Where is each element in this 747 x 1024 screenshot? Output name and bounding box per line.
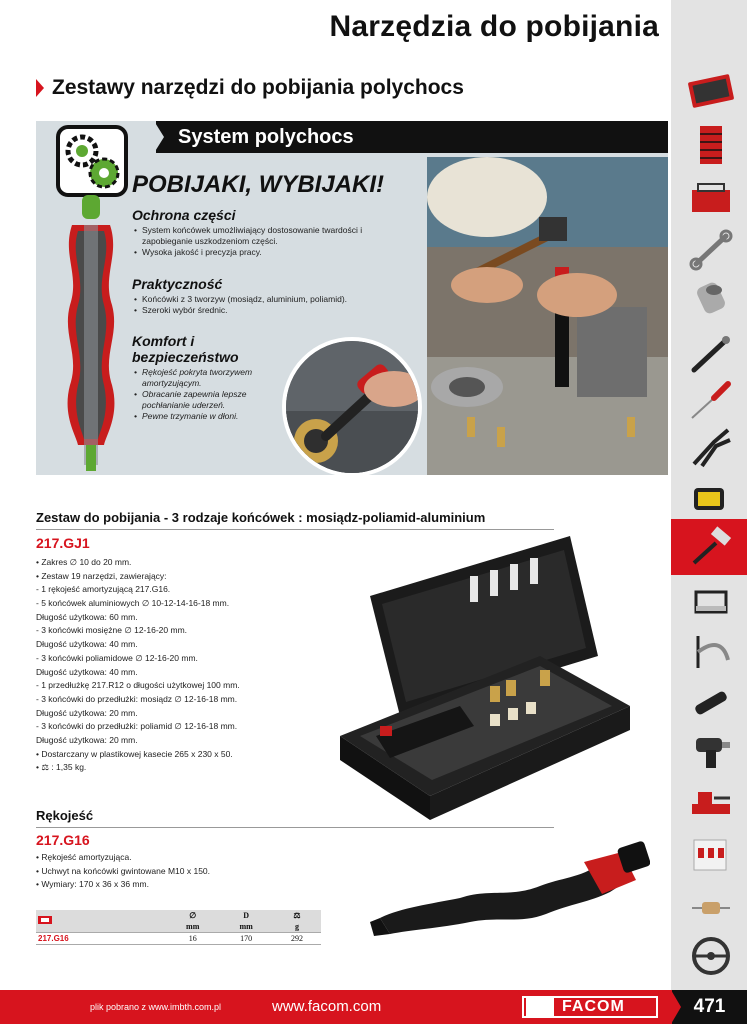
page-title: Narzędzia do pobijania	[329, 10, 659, 43]
hacksaw-icon	[684, 582, 738, 626]
spec-line: Długość użytkowa: 40 mm.	[36, 639, 138, 650]
brand-name: FACOM	[562, 998, 625, 1015]
pneumatic-tool-icon	[684, 680, 738, 724]
spec-line: • Dostarczany w plastikowej kasecie 265 x 230 x 50.	[36, 748, 233, 759]
spec-line: • Zakres ∅ 10 do 20 mm.	[36, 557, 132, 567]
spec-line: • ⚖ : 1,35 kg.	[36, 762, 87, 773]
sidebar-item-vise[interactable]	[671, 774, 747, 830]
sidebar-item-tape-measure[interactable]	[671, 468, 747, 524]
product2-title: Rękojeść	[36, 808, 554, 828]
spec-line: • Zestaw 19 narzędzi, zawierający:	[36, 570, 167, 581]
spec-line: Długość użytkowa: 20 mm.	[36, 734, 138, 745]
workshop-photo	[427, 157, 668, 475]
length-unit: mm	[239, 922, 253, 931]
product1-ref[interactable]: 217.GJ1	[36, 535, 90, 551]
sidebar-item-toolbox[interactable]	[671, 168, 747, 224]
feature-title: Praktyczność	[132, 276, 223, 292]
electrical-icon	[684, 832, 738, 876]
electronics-icon	[684, 886, 738, 930]
spec-line: • Rękojeść amortyzująca.	[36, 852, 132, 862]
download-note: plik pobrano z www.imbth.com.pl	[90, 1002, 222, 1012]
sidebar-item-socket[interactable]	[671, 270, 747, 326]
facom-mini-logo-icon	[38, 916, 52, 924]
sidebar-item-steering-wheel[interactable]	[671, 928, 747, 984]
feature-protection	[132, 207, 372, 258]
section-title: Zestawy narzędzi do pobijania polychocs	[52, 76, 464, 99]
banner-bar-title: System polychocs	[178, 126, 354, 148]
wrench-icon	[684, 228, 738, 272]
feature-bullet: • System końcówek umożliwiający dostosowanie twardości i zapobieganie uszkodzeniom części.	[132, 225, 372, 247]
row-diameter: 16	[166, 933, 219, 945]
spec-line: - 3 końcówki poliamidowe ∅ 12-16-20 mm.	[36, 652, 198, 663]
feature-practicality	[132, 276, 347, 316]
diameter-unit: mm	[186, 922, 200, 931]
row-length: 170	[219, 933, 272, 945]
product2-spec-table	[36, 910, 321, 945]
sidebar-item-tool-chest[interactable]	[671, 118, 747, 174]
product1-title: Zestaw do pobijania - 3 rodzaje końcówek : mosiądz-poliamid-aluminium	[36, 510, 554, 530]
tool-case-icon	[684, 68, 738, 112]
spec-line: - 1 rękojeść amortyzującą 217.G16.	[36, 584, 171, 595]
row-ref[interactable]: 217.G16	[36, 933, 166, 945]
facom-logo	[522, 996, 658, 1018]
spec-line: • Uchwyt na końcówki gwintowane M10 x 150.	[36, 865, 211, 876]
spec-line: Długość użytkowa: 60 mm.	[36, 611, 138, 622]
row-weight: 292	[273, 933, 321, 945]
facom-mark-icon	[526, 998, 554, 1016]
feature-bullet: • Obracanie zapewnia lepsze pochłanianie uderzeń.	[132, 389, 282, 411]
feature-bullet: • Pewne trzymanie w dłoni.	[132, 411, 282, 422]
feature-title: Komfort i bezpieczeństwo	[132, 333, 239, 365]
product1-specs	[36, 556, 240, 775]
weight-unit: g	[294, 922, 299, 931]
screwdriver-icon	[684, 378, 738, 422]
diameter-header: ∅	[189, 911, 197, 920]
feature-bullet: • Szeroki wybór średnic.	[132, 305, 347, 316]
feature-title: Ochrona części	[132, 207, 236, 223]
gear-logo-icon	[56, 125, 128, 197]
section-heading	[36, 76, 464, 100]
feature-bullet: • Końcówki z 3 tworzyw (mosiądz, aluminium, poliamid).	[132, 294, 347, 305]
spec-line: • Wymiary: 170 x 36 x 36 mm.	[36, 879, 149, 890]
banner-headline: POBIJAKI, WYBIJAKI!	[132, 171, 385, 198]
tool-chest-icon	[684, 124, 738, 168]
spec-line: - 1 przedłużkę 217.R12 o długości użytkowej 100 mm.	[36, 680, 240, 691]
steering-wheel-icon	[684, 934, 738, 978]
page-number	[672, 990, 747, 1024]
product2-ref[interactable]: 217.G16	[36, 832, 90, 848]
page-number-text: 471	[693, 996, 726, 1017]
hammer-icon	[684, 525, 738, 569]
spec-line: - 3 końcówki do przedłużki: mosiądz ∅ 12-16-18 mm.	[36, 693, 238, 704]
tape-measure-icon	[684, 474, 738, 518]
toolbox-icon	[684, 174, 738, 218]
banner-title-bar	[156, 121, 668, 153]
shock-absorbing-handle-photo	[370, 838, 650, 938]
length-header: D	[243, 911, 250, 920]
socket-icon	[684, 276, 738, 320]
sidebar-item-electrical[interactable]	[671, 826, 747, 882]
feature-bullet: • Rękojeść pokryta tworzywem amortyzującym.	[132, 367, 282, 389]
page-footer	[0, 990, 747, 1024]
sidebar-item-puller[interactable]	[671, 624, 747, 680]
sidebar-item-hammer[interactable]	[671, 519, 747, 575]
pliers-icon	[684, 424, 738, 468]
spec-line: - 5 końcówek aluminiowych ∅ 10-12-14-16-18 mm.	[36, 598, 230, 609]
polychocs-handle-illustration	[64, 195, 118, 475]
website-link[interactable]: www.facom.com	[272, 998, 382, 1015]
category-sidebar	[668, 0, 747, 990]
spec-line: Długość użytkowa: 20 mm.	[36, 707, 138, 718]
impact-wrench-icon	[684, 730, 738, 774]
table-row	[36, 933, 321, 945]
product2-specs	[36, 851, 210, 892]
feature-comfort	[132, 333, 282, 422]
spec-line: Długość użytkowa: 40 mm.	[36, 666, 138, 677]
sidebar-item-tool-case[interactable]	[671, 62, 747, 118]
hand-holding-tool-photo	[282, 337, 422, 475]
spec-line: - 3 końcówki mosiężne ∅ 12-16-20 mm.	[36, 625, 188, 636]
polychocs-banner	[36, 121, 668, 475]
tool-case-photo	[340, 536, 640, 820]
ref-header	[36, 910, 166, 933]
weight-header: ⚖	[293, 911, 301, 920]
section-arrow-icon	[36, 79, 44, 97]
spec-line: - 3 końcówki do przedłużki: poliamid ∅ 12-16-18 mm.	[36, 721, 238, 732]
vise-icon	[684, 780, 738, 824]
puller-icon	[684, 630, 738, 674]
sidebar-item-impact-wrench[interactable]	[671, 724, 747, 780]
sidebar-item-pliers[interactable]	[671, 418, 747, 474]
feature-bullet: • Wysoka jakość i precyzja pracy.	[132, 247, 372, 258]
sidebar-item-pneumatic-tool[interactable]	[671, 674, 747, 730]
ratchet-icon	[684, 332, 738, 376]
